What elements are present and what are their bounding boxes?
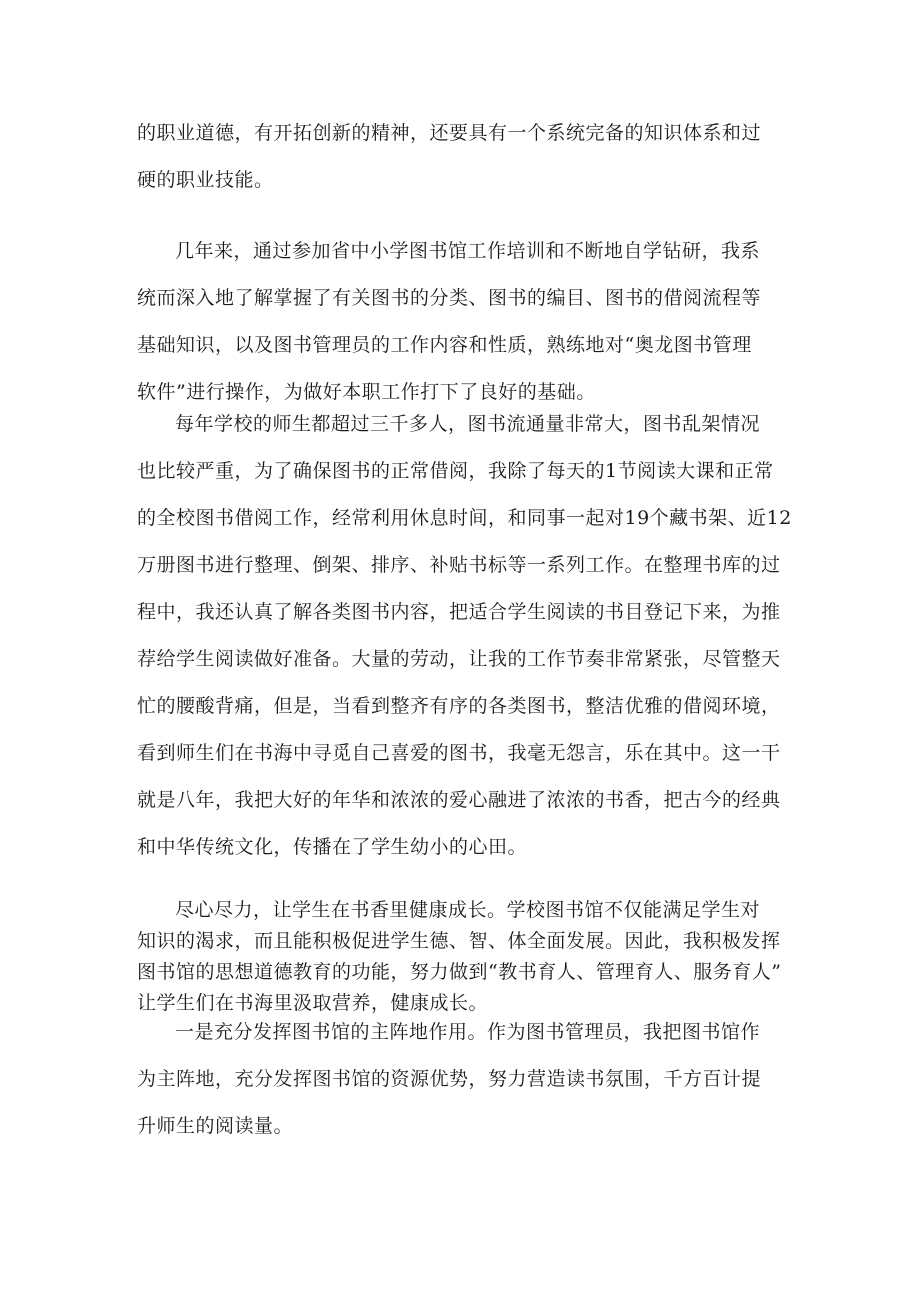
paragraph-line: 的全校图书借阅工作，经常利用休息时间，和同事一起对19个藏书架、近12	[137, 507, 792, 529]
paragraph-4	[137, 895, 797, 1019]
paragraph-line: 升师生的阅读量。	[137, 1115, 294, 1137]
paragraph-line: 忙的腰酸背痛，但是，当看到整齐有序的各类图书，整洁优雅的借阅环境，	[137, 695, 781, 717]
paragraph-line: 让学生们在书海里汲取营养，健康成长。	[137, 992, 489, 1014]
paragraph-line: 为主阵地，充分发挥图书馆的资源优势，努力营造读书氛围，千方百计提	[137, 1068, 762, 1090]
paragraph-line: 程中，我还认真了解各类图书内容，把适合学生阅读的书目登记下来，为推	[137, 601, 781, 623]
paragraph-line: 统而深入地了解掌握了有关图书的分类、图书的编目、图书的借阅流程等	[137, 287, 762, 309]
paragraph-line: 几年来，通过参加省中小学图书馆工作培训和不断地自学钻研，我系	[175, 240, 761, 262]
paragraph-line: 硬的职业技能。	[137, 169, 274, 191]
paragraph-line: 也比较严重，为了确保图书的正常借阅，我除了每天的1节阅读大课和正常	[137, 460, 774, 482]
paragraph-line: 软件”进行操作，为做好本职工作打下了良好的基础。	[137, 381, 596, 403]
paragraph-1	[137, 110, 797, 204]
paragraph-line: 一是充分发挥图书馆的主阵地作用。作为图书管理员，我把图书馆作	[175, 1021, 761, 1043]
paragraph-line: 每年学校的师生都超过三千多人，图书流通量非常大，图书乱架情况	[175, 413, 761, 435]
paragraph-line: 荐给学生阅读做好准备。大量的劳动，让我的工作节奏非常紧张，尽管整天	[137, 648, 781, 670]
paragraph-line: 和中华传统文化，传播在了学生幼小的心田。	[137, 836, 528, 858]
paragraph-line: 尽心尽力，让学生在书香里健康成长。学校图书馆不仅能满足学生对	[175, 899, 761, 921]
paragraph-line: 基础知识，以及图书管理员的工作内容和性质，熟练地对“奥龙图书管理	[137, 334, 752, 356]
paragraph-5	[137, 1009, 797, 1150]
paragraph-3	[137, 401, 797, 871]
paragraph-line: 看到师生们在书海中寻觅自己喜爱的图书，我毫无怨言，乐在其中。这一干	[137, 742, 781, 764]
paragraph-line: 知识的渴求，而且能积极促进学生德、智、体全面发展。因此，我积极发挥	[137, 930, 781, 952]
paragraph-line: 万册图书进行整理、倒架、排序、补贴书标等一系列工作。在整理书库的过	[137, 554, 781, 576]
paragraph-line: 的职业道德，有开拓创新的精神，还要具有一个系统完备的知识体系和过	[137, 122, 762, 144]
paragraph-line: 就是八年，我把大好的年华和浓浓的爱心融进了浓浓的书香，把古今的经典	[137, 789, 781, 811]
paragraph-2	[137, 228, 797, 416]
paragraph-line: 图书馆的思想道德教育的功能，努力做到“教书育人、管理育人、服务育人”	[137, 961, 782, 983]
